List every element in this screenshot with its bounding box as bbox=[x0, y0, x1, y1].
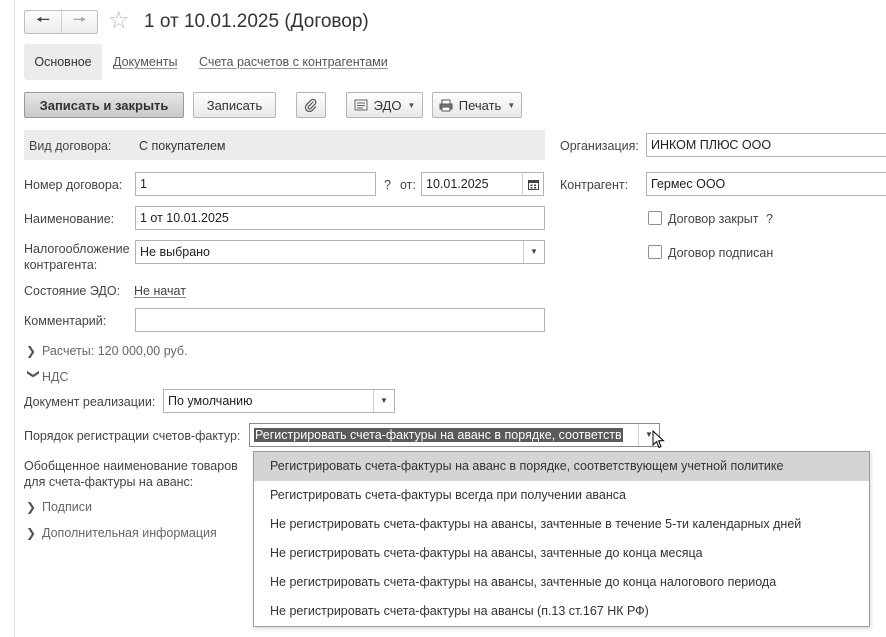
organization-label: Организация: bbox=[560, 139, 639, 153]
back-button[interactable] bbox=[25, 11, 61, 33]
dropdown-option[interactable]: Не регистрировать счета-фактуры на авансы, зачтенные до конца месяца bbox=[270, 546, 703, 560]
calendar-icon[interactable] bbox=[522, 173, 543, 195]
chevron-right-icon: ❯ bbox=[26, 526, 37, 540]
edo-state-link[interactable]: Не начат bbox=[134, 284, 186, 298]
dropdown-option[interactable]: Регистрировать счета-фактуры всегда при получении аванса bbox=[270, 488, 626, 502]
counterparty-field[interactable] bbox=[646, 172, 886, 196]
contract-closed-checkbox[interactable] bbox=[648, 211, 662, 225]
dropdown-option[interactable]: Не регистрировать счета-фактуры на авансы, зачтенные до конца налогового периода bbox=[270, 575, 777, 589]
contract-signed-checkbox[interactable] bbox=[648, 245, 662, 259]
chevron-down-icon: ❯ bbox=[27, 369, 41, 380]
signatures-label: Подписи bbox=[42, 500, 92, 514]
comment-field[interactable] bbox=[135, 308, 545, 332]
left-border bbox=[14, 0, 15, 637]
taxation-select[interactable] bbox=[135, 240, 545, 264]
contract-date-field[interactable] bbox=[421, 172, 544, 196]
taxation-value: Не выбрано bbox=[140, 245, 210, 259]
generic-name-label-line1: Обобщенное наименование товаров bbox=[24, 459, 238, 473]
edo-icon bbox=[354, 99, 368, 111]
edo-menu-button[interactable] bbox=[346, 92, 423, 118]
contract-closed-label[interactable]: Договор закрыт bbox=[668, 212, 759, 226]
additional-info-section[interactable] bbox=[26, 525, 217, 541]
contract-number-value: 1 bbox=[140, 177, 147, 191]
print-label: Печать bbox=[458, 97, 502, 113]
print-menu-button[interactable] bbox=[432, 92, 522, 118]
save-label: Записать bbox=[206, 97, 263, 113]
name-label: Наименование: bbox=[24, 212, 115, 226]
invoice-order-select[interactable] bbox=[249, 423, 660, 447]
attach-button[interactable] bbox=[296, 92, 326, 118]
invoice-order-label: Порядок регистрации счетов-фактур: bbox=[24, 429, 241, 443]
contract-number-label: Номер договора: bbox=[24, 178, 123, 192]
arrow-left-icon: 🠔 bbox=[35, 11, 50, 29]
chevron-right-icon: ❯ bbox=[26, 500, 37, 514]
contract-type-label: Вид договора: bbox=[29, 139, 112, 153]
name-value: 1 от 10.01.2025 bbox=[140, 211, 229, 225]
contract-signed-label[interactable]: Договор подписан bbox=[668, 246, 774, 260]
save-and-close-button[interactable] bbox=[24, 92, 184, 118]
organization-value: ИНКОМ ПЛЮС ООО bbox=[651, 138, 772, 152]
tab-main[interactable]: Основное bbox=[24, 44, 102, 80]
chevron-down-icon[interactable]: ▼ bbox=[638, 424, 659, 446]
chevron-right-icon: ❯ bbox=[26, 344, 37, 358]
signatures-section[interactable] bbox=[26, 499, 92, 515]
printer-icon bbox=[439, 99, 453, 112]
generic-name-label-line2: для счета-фактуры на аванс: bbox=[24, 475, 194, 489]
forward-button[interactable] bbox=[61, 11, 97, 33]
settlements-label: Расчеты: 120 000,00 руб. bbox=[42, 344, 188, 358]
chevron-down-icon: ▼ bbox=[507, 100, 516, 110]
settlements-section[interactable] bbox=[26, 343, 188, 359]
dropdown-option[interactable]: Не регистрировать счета-фактуры на авансы, зачтенные в течение 5-ти календарных дней bbox=[270, 517, 802, 531]
counterparty-label: Контрагент: bbox=[560, 178, 629, 192]
save-and-close-label: Записать и закрыть bbox=[39, 97, 169, 113]
additional-info-label: Дополнительная информация bbox=[42, 526, 217, 540]
edo-state-label: Состояние ЭДО: bbox=[24, 284, 121, 298]
page-title: 1 от 10.01.2025 (Договор) bbox=[144, 11, 369, 32]
invoice-order-value: Регистрировать счета-фактуры на аванс в порядке, соответств bbox=[255, 428, 622, 442]
date-from-label: от: bbox=[400, 178, 416, 192]
chevron-down-icon[interactable]: ▼ bbox=[523, 241, 544, 263]
dropdown-option[interactable]: Не регистрировать счета-фактуры на авансы (п.13 ст.167 НК РФ) bbox=[270, 604, 649, 618]
arrow-right-icon: 🠖 bbox=[72, 11, 87, 29]
taxation-label-line1: Налогообложение bbox=[24, 242, 130, 256]
tab-documents[interactable]: Документы bbox=[113, 55, 178, 69]
save-button[interactable] bbox=[193, 92, 276, 118]
edo-label: ЭДО bbox=[373, 97, 402, 113]
taxation-label-line2: контрагента: bbox=[24, 258, 98, 272]
sales-doc-label: Документ реализации: bbox=[24, 395, 156, 409]
counterparty-value: Гермес ООО bbox=[651, 177, 726, 191]
star-icon[interactable]: ☆ bbox=[108, 7, 130, 34]
vat-label: НДС bbox=[42, 370, 69, 384]
comment-label: Комментарий: bbox=[24, 314, 107, 328]
chevron-down-icon: ▼ bbox=[407, 100, 416, 110]
mouse-cursor-icon bbox=[652, 430, 666, 450]
sales-doc-value: По умолчанию bbox=[168, 394, 253, 408]
contract-number-help[interactable]: ? bbox=[384, 178, 391, 192]
organization-field[interactable] bbox=[646, 133, 886, 157]
paperclip-icon bbox=[304, 98, 318, 112]
vat-section[interactable] bbox=[26, 369, 69, 385]
contract-date-value: 10.01.2025 bbox=[426, 177, 489, 191]
tab-settlement-accounts[interactable]: Счета расчетов с контрагентами bbox=[199, 55, 388, 69]
contract-number-field[interactable] bbox=[135, 172, 376, 196]
name-field[interactable] bbox=[135, 206, 545, 230]
sales-doc-select[interactable] bbox=[163, 389, 395, 413]
dropdown-option[interactable]: Регистрировать счета-фактуры на аванс в порядке, соответствующем учетной политике bbox=[254, 452, 869, 481]
contract-closed-help[interactable]: ? bbox=[766, 212, 773, 226]
chevron-down-icon[interactable]: ▼ bbox=[373, 390, 394, 412]
navigation-buttons bbox=[24, 10, 98, 34]
contract-type-value: С покупателем bbox=[139, 139, 226, 153]
invoice-order-dropdown bbox=[253, 451, 870, 627]
